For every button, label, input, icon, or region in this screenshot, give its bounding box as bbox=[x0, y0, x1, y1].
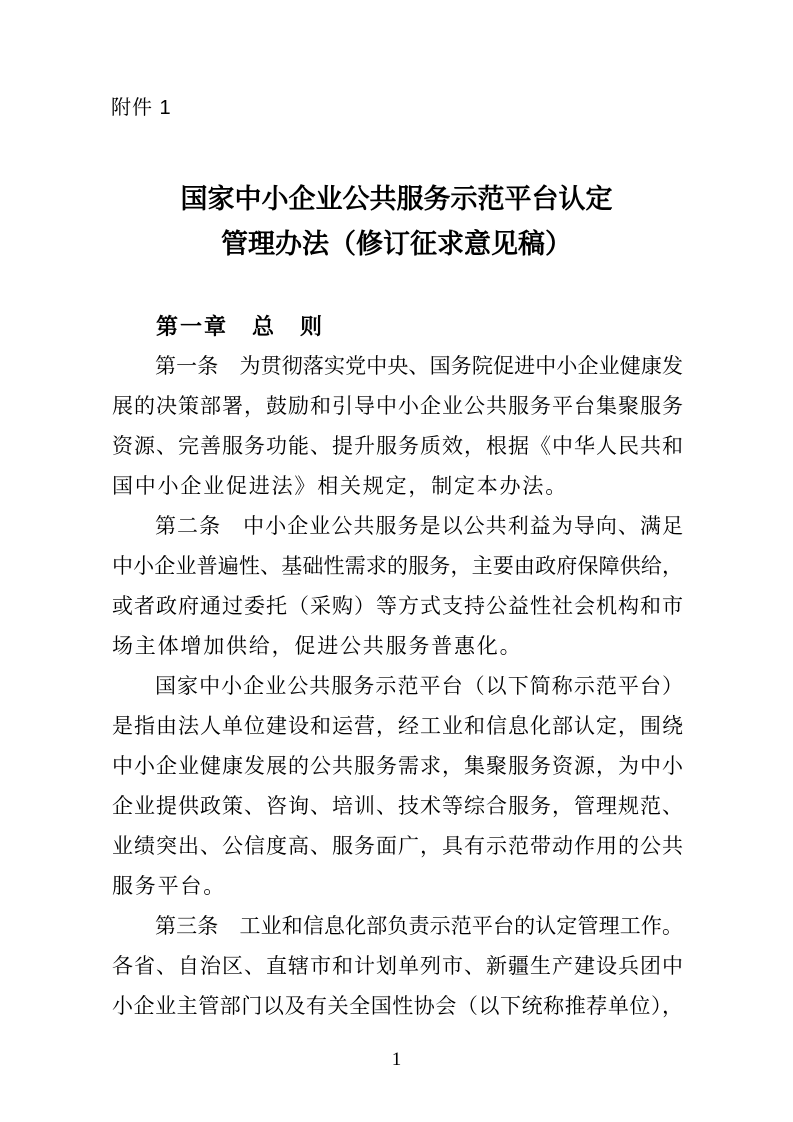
body-line: 小企业主管部门以及有关全国性协会（以下统称推荐单位）， bbox=[112, 994, 683, 1018]
body-line: 资源、完善服务功能、提升服务质效，根据《中华人民共和 bbox=[112, 434, 683, 458]
body-line: 业绩突出、公信度高、服务面广，具有示范带动作用的公共 bbox=[112, 834, 683, 858]
body-line: 国中小企业促进法》相关规定，制定本办法。 bbox=[112, 474, 568, 498]
body-line: 国家中小企业公共服务示范平台（以下简称示范平台） bbox=[155, 674, 683, 698]
body-line: 第三条 工业和信息化部负责示范平台的认定管理工作。 bbox=[155, 914, 683, 938]
body-line: 场主体增加供给，促进公共服务普惠化。 bbox=[112, 634, 523, 658]
document-title bbox=[0, 177, 793, 267]
attachment-label: 附件 1 bbox=[111, 97, 172, 119]
document-title-line-2: 管理办法（修订征求意见稿） bbox=[221, 229, 572, 259]
chapter-heading: 第一章 总 则 bbox=[156, 314, 325, 339]
body-line: 第一条 为贯彻落实党中央、国务院促进中小企业健康发 bbox=[155, 354, 683, 378]
body-line: 企业提供政策、咨询、培训、技术等综合服务，管理规范、 bbox=[112, 794, 683, 818]
page-number: 1 bbox=[391, 1049, 402, 1070]
document-body bbox=[112, 346, 683, 1026]
body-line: 中小企业健康发展的公共服务需求，集聚服务资源，为中小 bbox=[112, 754, 683, 778]
body-line: 中小企业普遍性、基础性需求的服务，主要由政府保障供给， bbox=[112, 554, 683, 578]
document-title-line-1: 国家中小企业公共服务示范平台认定 bbox=[180, 184, 613, 214]
body-line: 或者政府通过委托（采购）等方式支持公益性社会机构和市 bbox=[112, 594, 683, 618]
body-line: 展的决策部署，鼓励和引导中小企业公共服务平台集聚服务 bbox=[112, 394, 683, 418]
body-line: 第二条 中小企业公共服务是以公共利益为导向、满足 bbox=[155, 514, 683, 538]
body-line: 服务平台。 bbox=[112, 874, 226, 898]
body-line: 是指由法人单位建设和运营，经工业和信息化部认定，围绕 bbox=[112, 714, 683, 738]
body-line: 各省、自治区、直辖市和计划单列市、新疆生产建设兵团中 bbox=[112, 954, 683, 978]
